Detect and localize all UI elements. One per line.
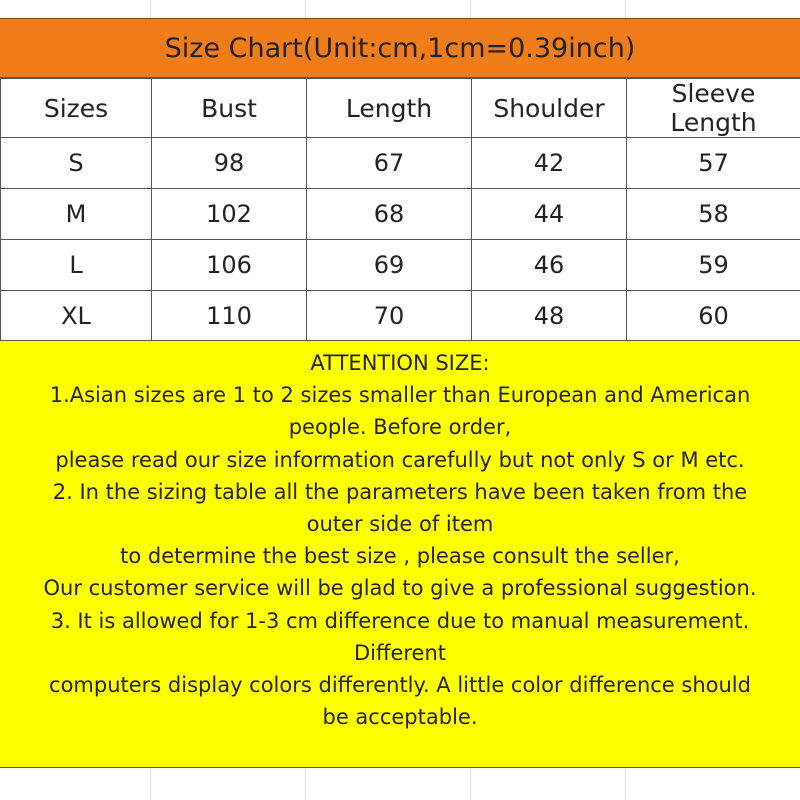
grid-line [150,768,151,800]
size-chart-title: Size Chart(Unit:cm,1cm=0.39inch) [0,18,800,78]
notice-line: to determine the best size , please consult the seller, [120,544,680,569]
notice-heading: ATTENTION SIZE: [310,351,490,375]
notice-line: 2. In the sizing table all the parameters have been taken from the [52,479,748,504]
grid-line [305,0,306,18]
header-bust: Bust [152,79,307,138]
attention-notice [0,340,800,768]
grid-line [150,0,151,18]
notice-line: please read our size information carefully but not only S or M etc. [55,447,745,472]
grid-line [625,768,626,800]
grid-line [470,0,471,18]
notice-line: outer side of item [306,512,494,537]
header-sizes: Sizes [1,79,152,138]
table-cell: 42 [472,138,627,189]
grid-line [305,768,306,800]
header-length: Length [307,79,472,138]
table-cell: M [1,189,152,240]
table-cell: 98 [152,138,307,189]
header-sleeve-length: Sleeve Length [627,79,800,138]
table-cell: XL [1,291,152,342]
notice-line: Our customer service will be glad to give a professional suggestion. [43,576,757,601]
table-row [1,189,800,240]
notice-line: 3. It is allowed for 1-3 cm difference due to manual measurement. [50,608,750,633]
table-cell: 110 [152,291,307,342]
table-cell: 46 [472,240,627,291]
table-cell: 44 [472,189,627,240]
table-cell: 67 [307,138,472,189]
table-cell: 58 [627,189,800,240]
table-cell: 102 [152,189,307,240]
grid-line [470,768,471,800]
table-cell: 57 [627,138,800,189]
notice-line: 1.Asian sizes are 1 to 2 sizes smaller than European and American [49,383,751,408]
table-cell: L [1,240,152,291]
table-row [1,240,800,291]
table-cell: 68 [307,189,472,240]
notice-line: computers display colors differently. A little color difference should [49,673,751,698]
table-cell: 69 [307,240,472,291]
notice-line: be acceptable. [322,705,478,730]
table-cell: 48 [472,291,627,342]
table-cell: 59 [627,240,800,291]
grid-line [625,0,626,18]
table-cell: S [1,138,152,189]
table-header-row [1,79,800,138]
table-row [1,291,800,342]
header-shoulder: Shoulder [472,79,627,138]
table-cell: 106 [152,240,307,291]
notice-line: people. Before order, [288,415,512,440]
notice-line: Different [353,640,447,665]
table-cell: 60 [627,291,800,342]
size-table [0,78,800,342]
table-row [1,138,800,189]
table-cell: 70 [307,291,472,342]
